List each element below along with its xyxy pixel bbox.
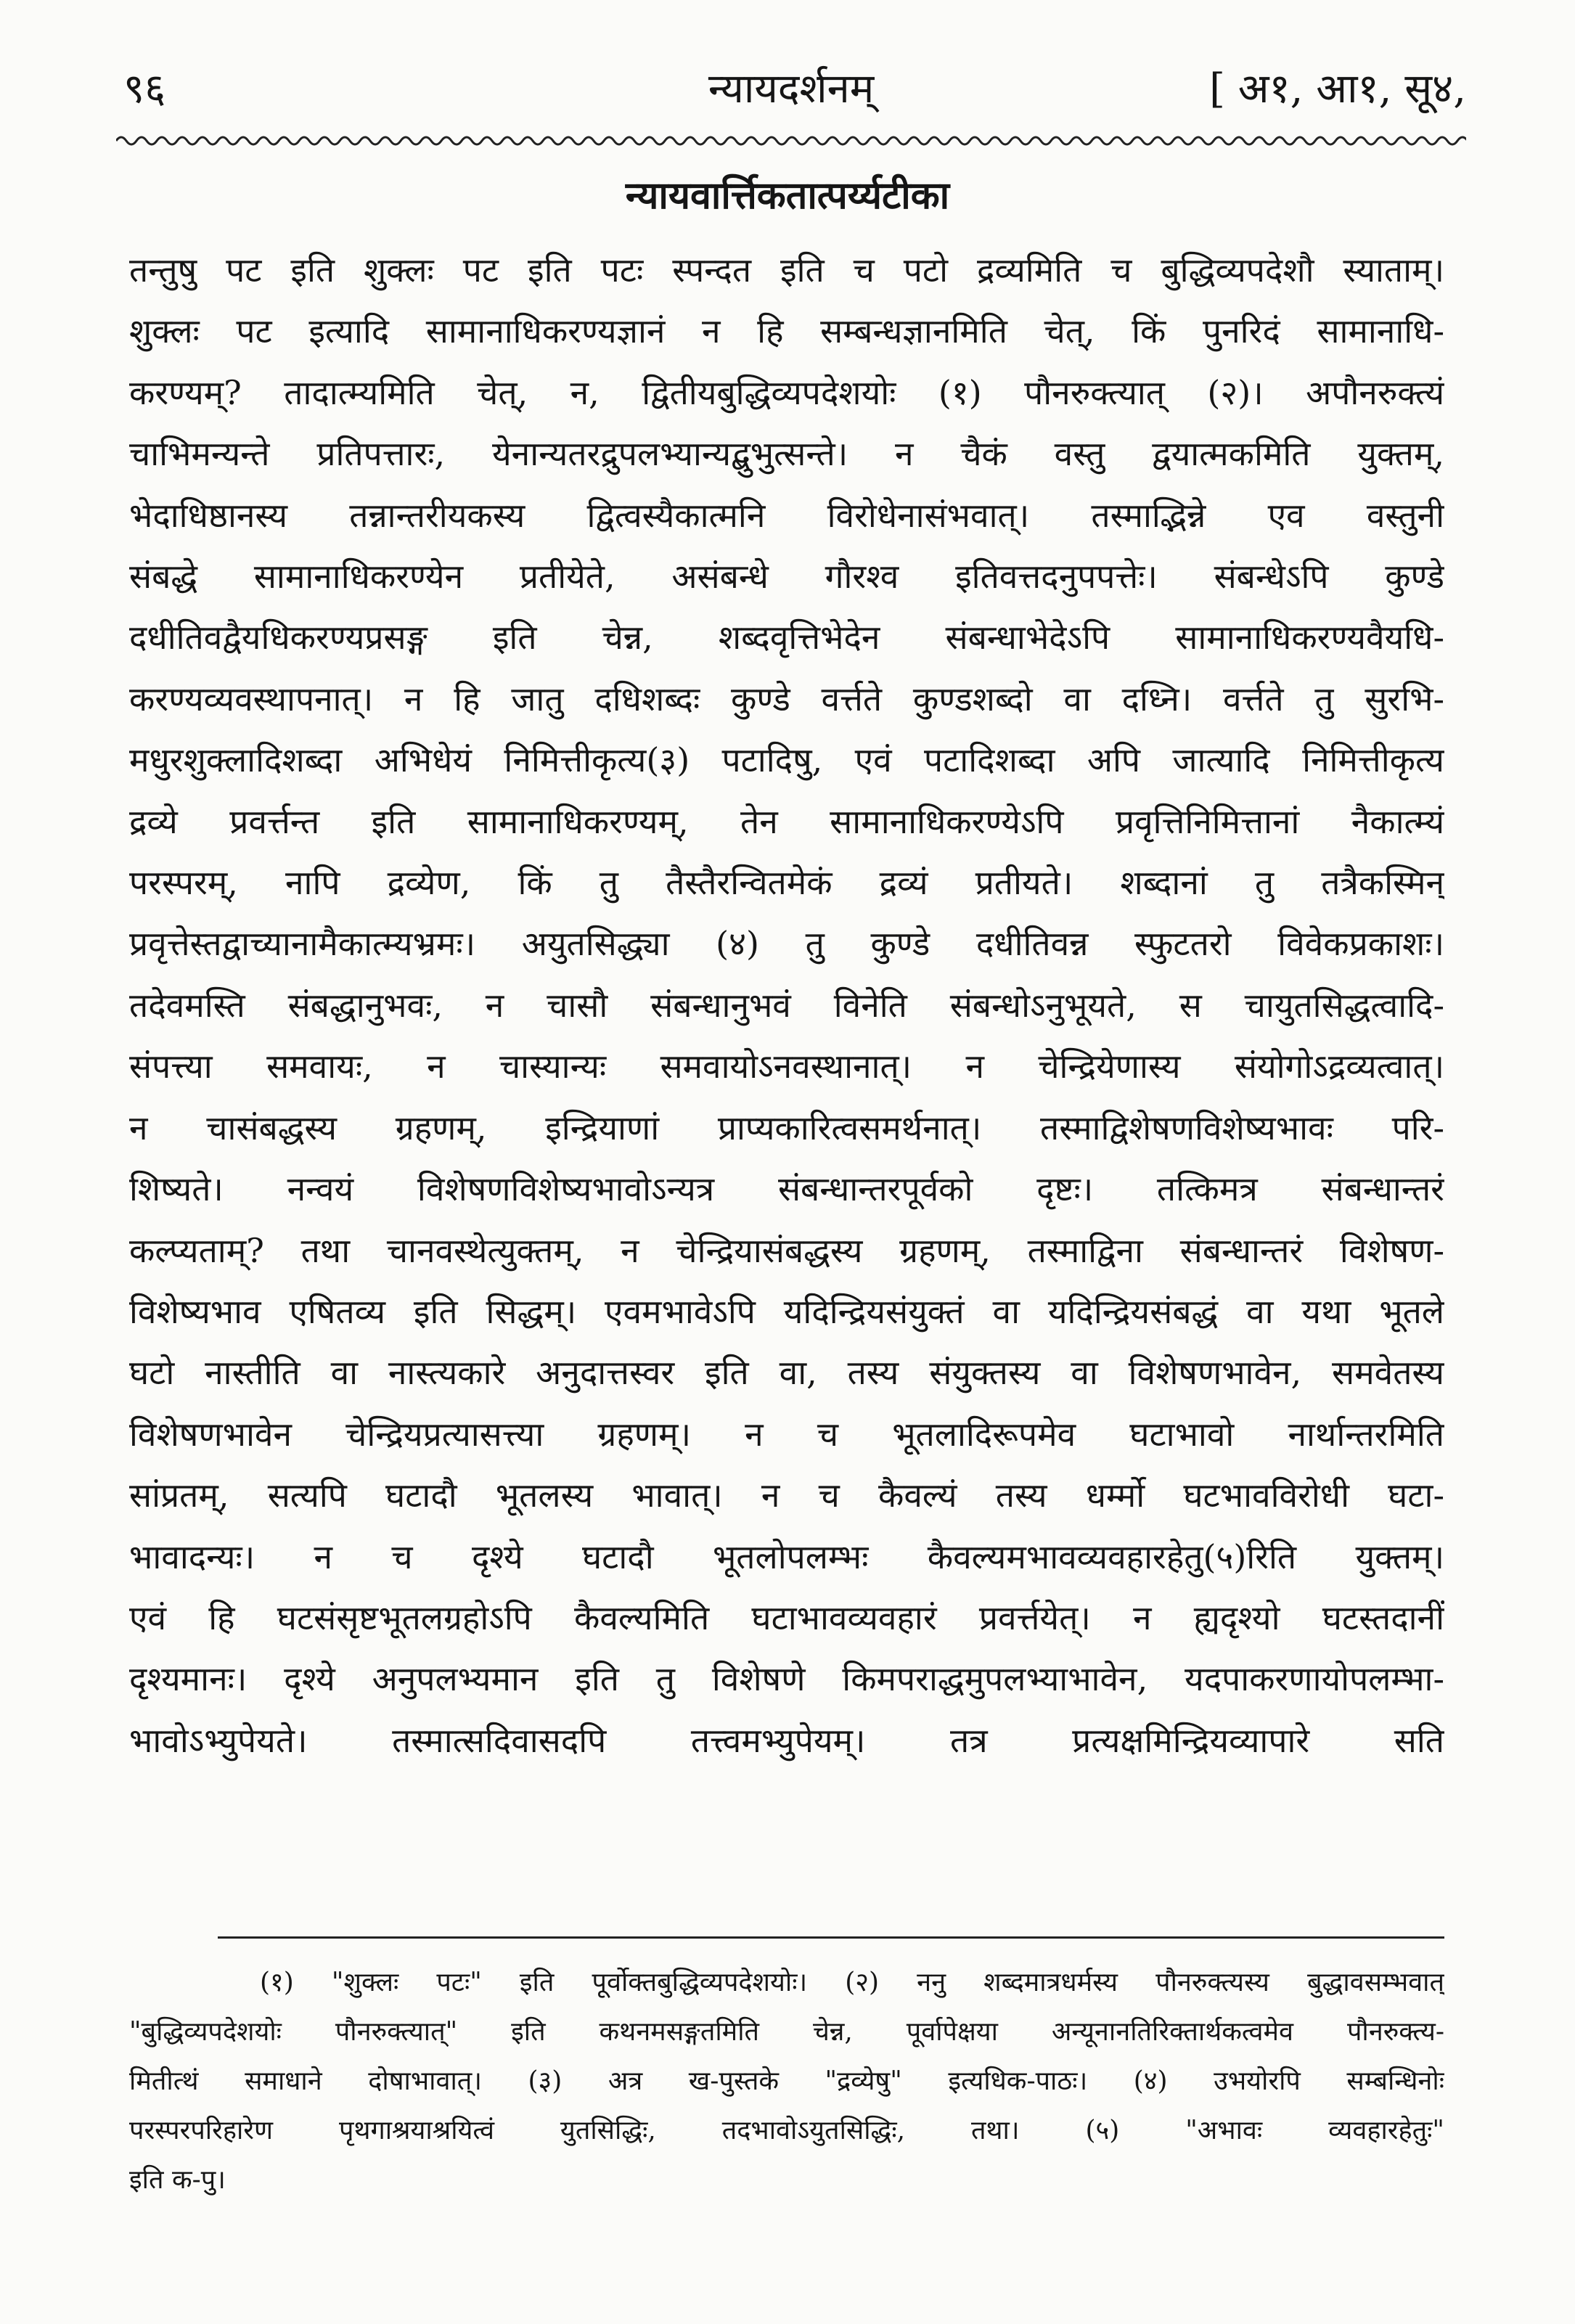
wavy-divider (116, 132, 1466, 150)
commentary-title: न्यायवार्त्तिकतात्पर्य्यटीका (625, 173, 950, 218)
body-line: विशेष्यभाव एषितव्य इति सिद्धम्। एवमभावेऽपि यदिन्द्रियसंयुक्तं वा यदिन्द्रियसंबद्धं वा यथा भूतले (129, 1291, 1444, 1331)
footnote-line: परस्परपरिहारेण पृथगाश्रयाश्रयित्वं युतसिद्धिः, तदभावोऽयुतसिद्धिः, तथा। (५) "अभावः व्यवहारहेतुः" (129, 2116, 1444, 2145)
body-line: कल्प्यताम्? तथा चानवस्थेत्युक्तम्, न चेन्द्रियासंबद्धस्य ग्रहणम्, तस्माद्विना संबन्धान्तरं विशेषण- (129, 1230, 1444, 1270)
footnote-divider (218, 1936, 1444, 1939)
body-line: शुक्लः पट इत्यादि सामानाधिकरण्यज्ञानं न हि सम्बन्धज्ञानमिति चेत्, किं पुनरिदं सामानाधि- (129, 311, 1444, 351)
footnote-line: "बुद्धिव्यपदेशयोः पौनरुक्त्यात्" इति कथनमसङ्गतमिति चेन्न, पूर्वापेक्षया अन्यूनानतिरिक्तार्थकत्वमेव पौनरुक्त्य- (129, 2017, 1444, 2047)
footnote-line: मितीत्थं समाधाने दोषाभावात्। (३) अत्र ख-पुस्तके "द्रव्येषु" इत्यधिक-पाठः। (४) उभयोरपि सम्बन्धिनोः (129, 2066, 1444, 2096)
body-line: संपत्त्या समवायः, न चास्यान्यः समवायोऽनवस्थानात्। न चेन्द्रियेणास्य संयोगोऽद्रव्यत्वात्। (129, 1047, 1444, 1087)
body-line: करण्यम्? तादात्म्यमिति चेत्, न, द्वितीयबुद्धिव्यपदेशयोः (१) पौनरुक्त्यात् (२)। अपौनरुक्त्यं (129, 372, 1444, 412)
body-line: विशेषणभावेन चेन्द्रियप्रत्यासत्त्या ग्रहणम्। न च भूतलादिरूपमेव घटाभावो नार्थान्तरमिति (129, 1414, 1444, 1454)
body-line: भावोऽभ्युपेयते। तस्मात्सदिवासदपि तत्त्वमभ्युपेयम्। तत्र प्रत्यक्षमिन्द्रियव्यापारे सति (129, 1720, 1444, 1760)
running-title: न्यायदर्शनम् (708, 65, 875, 112)
footnote-line: इति क-पु। (129, 2165, 226, 2195)
body-line: करण्यव्यवस्थापनात्। न हि जातु दधिशब्दः कुण्डे वर्त्तते कुण्डशब्दो वा दध्नि। वर्त्तते तु सुरभि- (129, 679, 1444, 719)
body-line: चाभिमन्यन्ते प्रतिपत्तारः, येनान्यतरद्रुपलभ्यान्यद्बुभुत्सन्ते। न चैकं वस्तु द्वयात्मकमिति युक्तम्, (129, 434, 1444, 474)
body-line: संबद्धे सामानाधिकरण्येन प्रतीयेते, असंबन्धे गौरश्व इतिवत्तदनुपपत्तेः। संबन्धेऽपि कुण्डे (129, 557, 1444, 597)
body-line: परस्परम्, नापि द्रव्येण, किं तु तैस्तैरन्वितमेकं द्रव्यं प्रतीयते। शब्दानां तु तत्रैकस्मिन् (129, 863, 1444, 903)
body-line: दधीतिवद्वैयधिकरण्यप्रसङ्ग इति चेन्न, शब्दवृत्तिभेदेन संबन्धाभेदेऽपि सामानाधिकरण्यवैयधि- (129, 618, 1444, 658)
body-line: मधुरशुक्लादिशब्दा अभिधेयं निमित्तीकृत्य(३) पटादिषु, एवं पटादिशब्दा अपि जात्यादि निमित्तीकृत्य (129, 740, 1444, 780)
footnote-line: (१) "शुक्लः पटः" इति पूर्वोक्तबुद्धिव्यपदेशयोः। (२) ननु शब्दमात्रधर्मस्य पौनरुक्त्यस्य बुद्धावसम्भवात् (260, 1968, 1444, 1997)
body-line: न चासंबद्धस्य ग्रहणम्, इन्द्रियाणां प्राप्यकारित्वसमर्थनात्। तस्माद्विशेषणविशेष्यभावः परि- (129, 1108, 1444, 1147)
page-header (116, 60, 1466, 118)
body-line: तदेवमस्ति संबद्धानुभवः, न चासौ संबन्धानुभवं विनेति संबन्धोऽनुभूयते, स चायुतसिद्धत्वादि- (129, 985, 1444, 1025)
body-line: द्रव्ये प्रवर्त्तन्त इति सामानाधिकरण्यम्, तेन सामानाधिकरण्येऽपि प्रवृत्तिनिमित्तानां नैकात्म्यं (129, 801, 1444, 841)
footnotes (129, 1958, 1444, 2205)
body-line: एवं हि घटसंसृष्टभूतलग्रहोऽपि कैवल्यमिति घटाभावव्यवहारं प्रवर्त्तयेत्। न ह्यदृश्यो घटस्तदानीं (129, 1597, 1444, 1637)
body-line: घटो नास्तीति वा नास्त्यकारे अनुदात्तस्वर इति वा, तस्य संयुक्तस्य वा विशेषणभावेन, समवेतस्य (129, 1353, 1444, 1393)
body-line: शिष्यते। नन्वयं विशेषणविशेष्यभावोऽन्यत्र संबन्धान्तरपूर्वको दृष्टः। तत्किमत्र संबन्धान्तरं (129, 1169, 1444, 1209)
body-line: भावादन्यः। न च दृश्ये घटादौ भूतलोपलम्भः कैवल्यमभावव्यवहारहेतु(५)रिति युक्तम्। (129, 1537, 1444, 1576)
section-reference: [ अ१, आ१, सू४, (1209, 65, 1466, 112)
body-line: तन्तुषु पट इति शुक्लः पट इति पटः स्पन्दत इति च पटो द्रव्यमिति च बुद्धिव्यपदेशौ स्याताम्। (129, 250, 1444, 290)
page-number: ९६ (123, 65, 166, 112)
body-line: सांप्रतम्, सत्यपि घटादौ भूतलस्य भावात्। न च कैवल्यं तस्य धर्म्मो घटभावविरोधी घटा- (129, 1476, 1444, 1515)
body-line: दृश्यमानः। दृश्ये अनुपलभ्यमान इति तु विशेषणे किमपराद्धमुपलभ्याभावेन, यदपाकरणायोपलम्भा- (129, 1659, 1444, 1699)
body-line: भेदाधिष्ठानस्य तन्नान्तरीयकस्य द्वित्वस्यैकात्मनि विरोधेनासंभवात्। तस्माद्भिन्ने एव वस्तुनी (129, 495, 1444, 535)
body-line: प्रवृत्तेस्तद्वाच्यानामैकात्म्यभ्रमः। अयुतसिद्ध्या (४) तु कुण्डे दधीतिवन्न स्फुटतरो विवेकप्रकाशः। (129, 924, 1444, 964)
commentary-body (129, 240, 1444, 1771)
